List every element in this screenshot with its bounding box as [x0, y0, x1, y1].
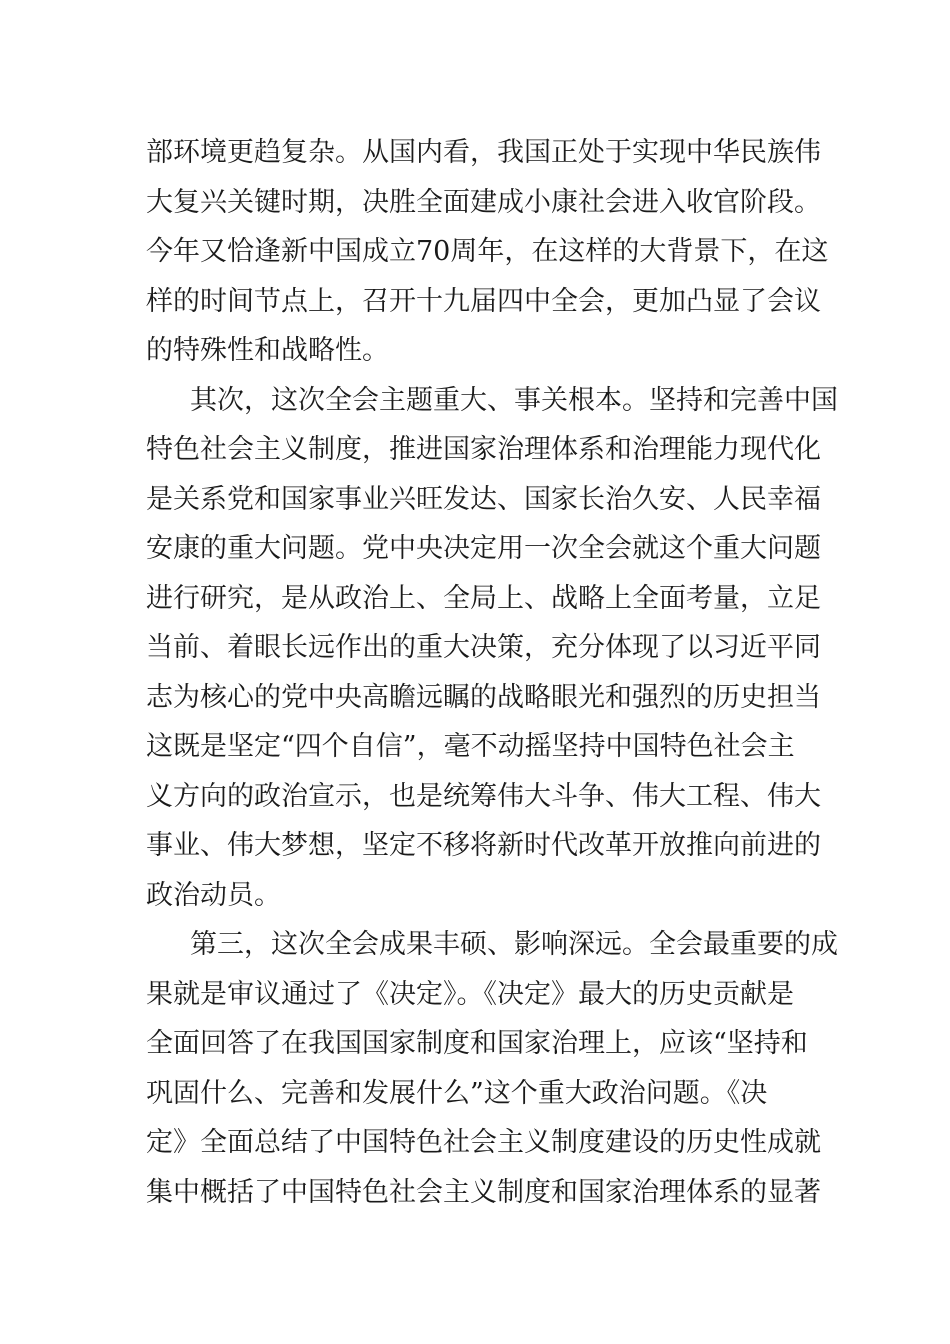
text-line: 巩固什么、完善和发展什么”这个重大政治问题。《决 [146, 1077, 768, 1109]
text-line: 集中概括了中国特色社会主义制度和国家治理体系的显著 [146, 1176, 821, 1208]
text-line: 全面回答了在我国国家制度和国家治理上，应该“坚持和 [146, 1028, 808, 1059]
text-line: 特色社会主义制度，推进国家治理体系和治理能力现代化 [146, 434, 821, 465]
text-line: 志为核心的党中央高瞻远瞩的战略眼光和强烈的历史担当 [146, 681, 821, 713]
text-line: 大复兴关键时期，决胜全面建成小康社会进入收官阶段。 [146, 186, 821, 218]
paragraph-start-line: 第三，这次全会成果丰硕、影响深远。全会最重要的成 [190, 929, 838, 960]
text-line: 安康的重大问题。党中央决定用一次全会就这个重大问题 [146, 533, 821, 564]
text-line: 是关系党和国家事业兴旺发达、国家长治久安、人民幸福 [146, 483, 821, 515]
text-line: 政治动员。 [146, 879, 281, 911]
text-line: 的特殊性和战略性。 [146, 335, 389, 366]
text-line: 义方向的政治宣示，也是统筹伟大斗争、伟大工程、伟大 [146, 780, 821, 812]
text-line: 定》全面总结了中国特色社会主义制度建设的历史性成就 [146, 1127, 821, 1158]
text-line: 今年又恰逢新中国成立70周年，在这样的大背景下，在这 [146, 236, 829, 267]
text-line: 这既是坚定“四个自信”，毫不动摇坚持中国特色社会主 [146, 731, 795, 762]
text-line: 进行研究，是从政治上、全局上、战略上全面考量，立足 [146, 582, 821, 614]
text-line: 样的时间节点上，召开十九届四中全会，更加凸显了会议 [146, 285, 821, 317]
body-text [146, 128, 838, 1217]
text-line: 果就是审议通过了《决定》。《决定》最大的历史贡献是 [146, 978, 794, 1010]
paragraph-start-line: 其次，这次全会主题重大、事关根本。坚持和完善中国 [190, 384, 838, 416]
text-line: 事业、伟大梦想，坚定不移将新时代改革开放推向前进的 [146, 830, 821, 861]
text-line: 部环境更趋复杂。从国内看，我国正处于实现中华民族伟 [146, 137, 821, 168]
text-line: 当前、着眼长远作出的重大决策，充分体现了以习近平同 [146, 632, 821, 663]
